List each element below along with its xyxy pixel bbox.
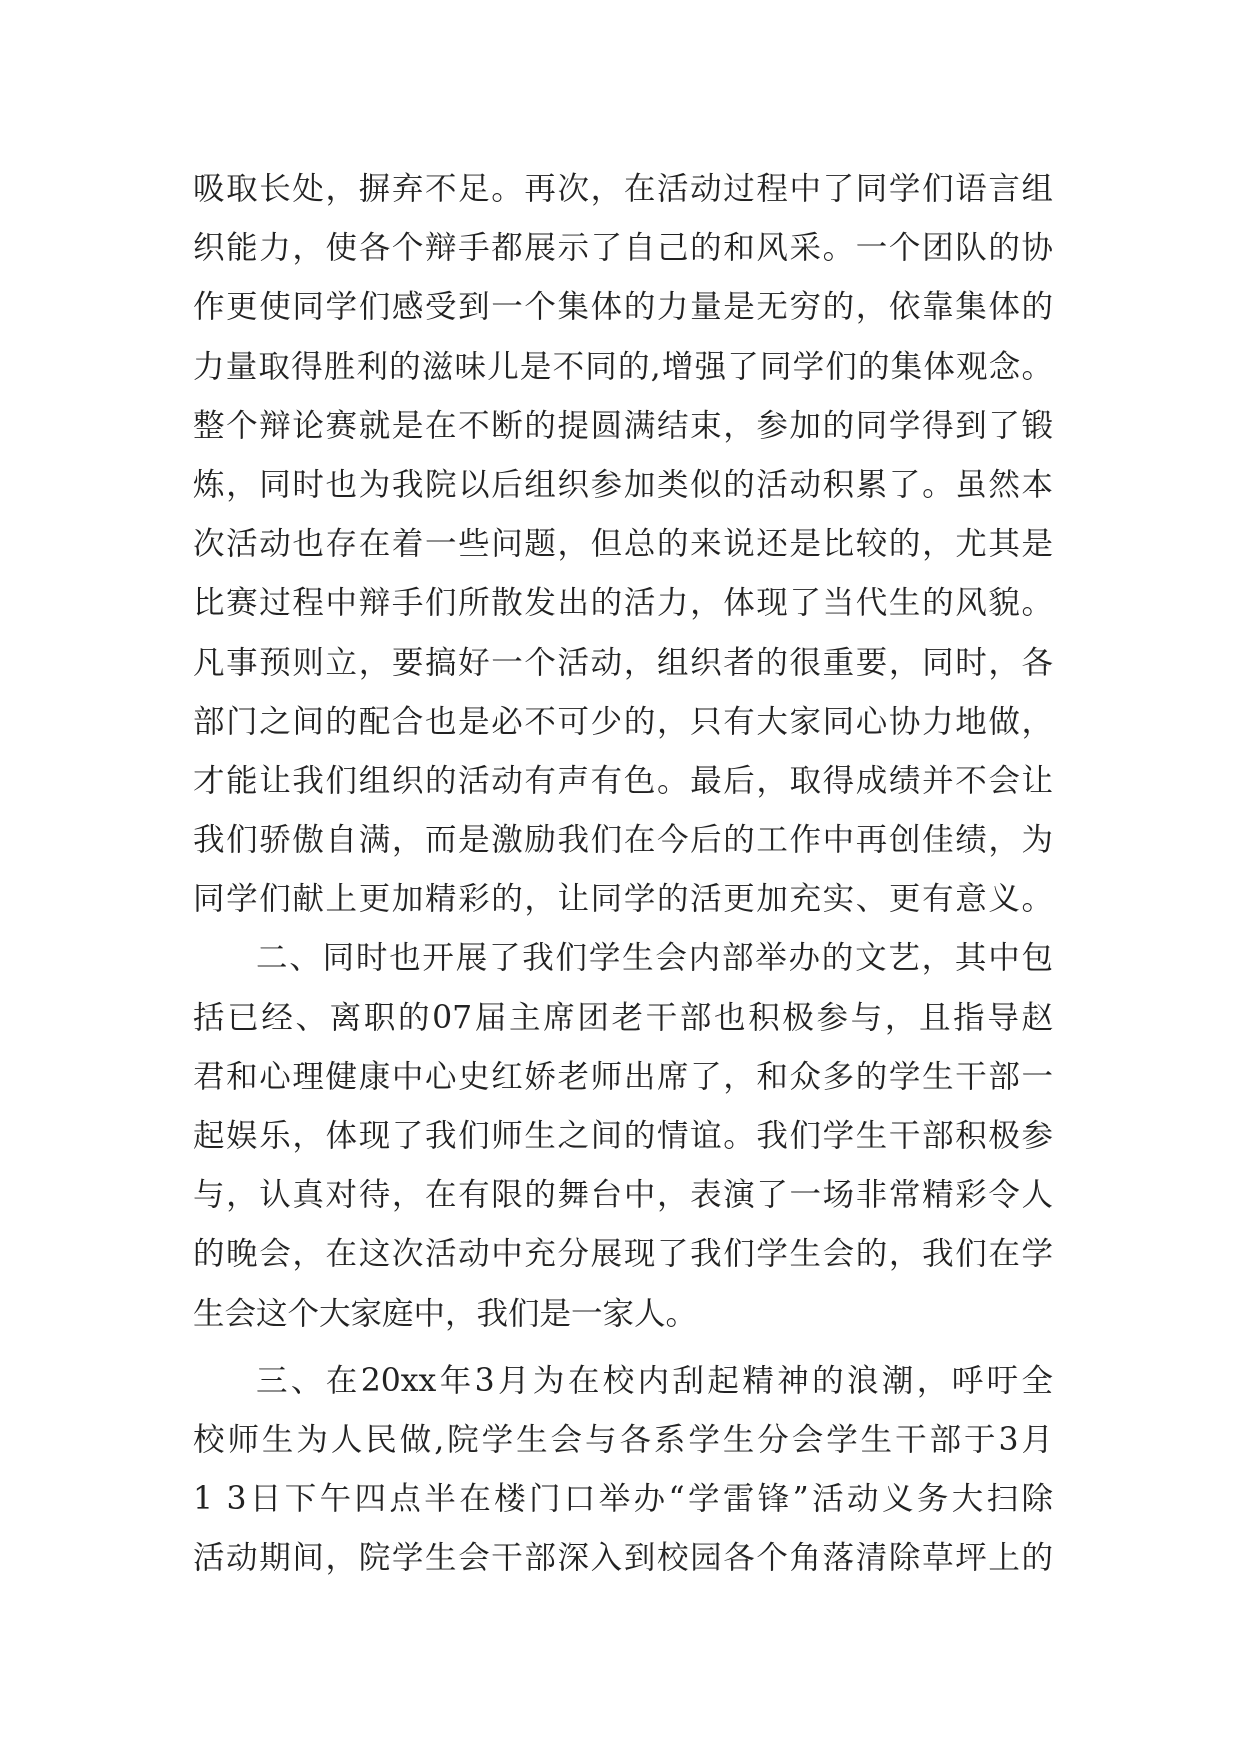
text-line: 比赛过程中辩手们所散发出的活力，体现了当代生的风貌。 — [193, 585, 1053, 622]
text-line: 同学们献上更加精彩的，让同学的活更加充实、更有意义。 — [193, 881, 1053, 918]
document-body — [193, 160, 1053, 1589]
text-line: 括已经、离职的07届主席团老干部也积极参与，且指导赵 — [193, 999, 1053, 1036]
text-line: 生会这个大家庭中，我们是一家人。 — [193, 1295, 698, 1332]
text-line: 起娱乐，体现了我们师生之间的情谊。我们学生干部积极参 — [193, 1118, 1053, 1154]
text-line: 次活动也存在着一些问题，但总的来说还是比较的，尤其是 — [193, 526, 1053, 563]
text-line: 整个辩论赛就是在不断的提圆满结束，参加的同学得到了锻 — [193, 407, 1053, 444]
paragraph-spacing — [193, 1344, 1053, 1352]
text-line: 吸取长处，摒弃不足。再次，在活动过程中了同学们语言组 — [193, 171, 1053, 207]
text-line: 校师生为人民做,院学生会与各系学生分会学生干部于3月 — [193, 1421, 1053, 1458]
paragraph-2 — [193, 929, 1053, 1343]
text-line: 活动期间，院学生会干部深入到校园各个角落清除草坪上的 — [193, 1540, 1053, 1577]
paragraph-3 — [193, 1352, 1053, 1589]
text-line: 力量取得胜利的滋味儿是不同的,增强了同学们的集体观念。 — [193, 348, 1053, 385]
text-line: 我们骄傲自满，而是激励我们在今后的工作中再创佳绩，为 — [193, 822, 1053, 859]
paragraph-1 — [193, 160, 1053, 929]
text-line: 作更使同学们感受到一个集体的力量是无穷的，依靠集体的 — [193, 289, 1053, 326]
text-line: 部门之间的配合也是必不可少的，只有大家同心协力地做， — [193, 703, 1053, 740]
text-line: 织能力，使各个辩手都展示了自己的和风采。一个团队的协 — [193, 230, 1053, 267]
text-line: 的晚会，在这次活动中充分展现了我们学生会的，我们在学 — [193, 1236, 1053, 1273]
text-line: 二、同时也开展了我们学生会内部举办的文艺，其中包 — [256, 940, 1053, 977]
text-line: 三、在20xx年3月为在校内刮起精神的浪潮，呼吁全 — [256, 1362, 1053, 1399]
text-line: 凡事预则立，要搞好一个活动，组织者的很重要，同时，各 — [193, 644, 1053, 681]
text-line: 才能让我们组织的活动有声有色。最后，取得成绩并不会让 — [193, 762, 1053, 799]
text-line: 与，认真对待，在有限的舞台中，表演了一场非常精彩令人 — [193, 1177, 1053, 1214]
text-line: 1 3日下午四点半在楼门口举办“学雷锋”活动义务大扫除 — [193, 1481, 1053, 1518]
text-line: 炼，同时也为我院以后组织参加类似的活动积累了。虽然本 — [193, 466, 1053, 503]
text-line: 君和心理健康中心史红娇老师出席了，和众多的学生干部一 — [193, 1058, 1053, 1095]
